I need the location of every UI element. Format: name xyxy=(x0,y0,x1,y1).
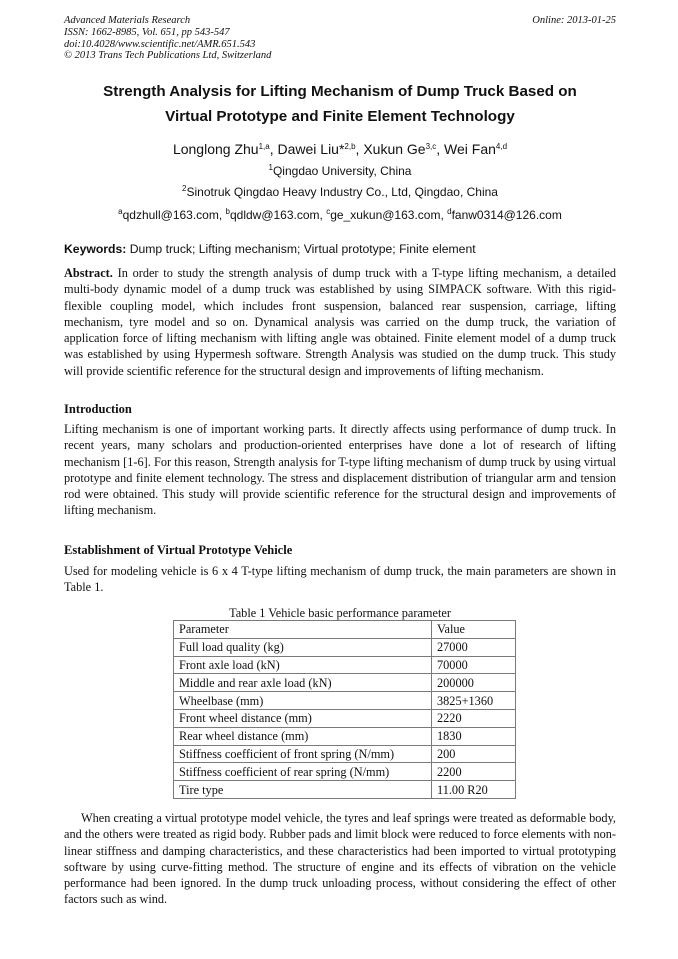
parameter-cell: Middle and rear axle load (kN) xyxy=(174,674,432,692)
value-cell: 200000 xyxy=(432,674,516,692)
title-line-2: Virtual Prototype and Finite Element Technology xyxy=(165,108,515,125)
value-cell: 3825+1360 xyxy=(432,692,516,710)
table-header-cell: Parameter xyxy=(174,621,432,639)
table-caption: Table 1 Vehicle basic performance parameter xyxy=(229,606,451,620)
introduction-paragraph: Lifting mechanism is one of important working parts. It directly affects using performance of dump truck. In recent years, many scholars and production-oriented enterprises have done a lot of research of lifting mechanism [1-6]. For this reason, Strength analysis for T-type lifting mechanism of dump truck by using virtual prototype and finite element technology. The stress and displacement distribution of triangular arm and tension rod were obtained. This study will provide scientific reference for the structural design and improvements of lifting mechanism. xyxy=(64,422,616,518)
keywords-label: Keywords: xyxy=(64,242,127,256)
parameter-cell: Stiffness coefficient of rear spring (N/mm) xyxy=(174,763,432,781)
online-date: Online: 2013-01-25 xyxy=(532,15,616,26)
value-cell: 1830 xyxy=(432,727,516,745)
value-cell: 200 xyxy=(432,745,516,763)
affiliation-2: $^2$Sinotruk Qingdao Heavy Industry Co., Ltd, Qingdao, China xyxy=(182,184,498,199)
email[interactable]: $^d$fanw0314@126.com xyxy=(447,207,562,222)
parameter-cell: Full load quality (kg) xyxy=(174,638,432,656)
author: Dawei Liu*$^{2,b}$ xyxy=(277,141,356,157)
table-row xyxy=(174,781,516,799)
parameter-cell: Stiffness coefficient of front spring (N/mm) xyxy=(174,745,432,763)
abstract-label: Abstract. xyxy=(64,266,113,280)
journal-header xyxy=(64,15,616,62)
keywords xyxy=(64,241,616,257)
section-heading-establishment: Establishment of Virtual Prototype Vehicle xyxy=(64,543,293,557)
email[interactable]: $^c$ge_xukun@163.com xyxy=(326,207,441,222)
author: Wei Fan$^{4,d}$ xyxy=(444,141,508,157)
abstract-text: In order to study the strength analysis of dump truck with a T-type lifting mechanism, a detailed multi-body dynamic model of a dump truck was established by using SIMPACK software. With this rigid-flexible coupling model, which includes front suspension, balanced rear suspension, carriage, lifting mechanism, tyre model and so on. Dynamical analysis was carried on the dump truck, the variation of application force of lifting mechanism with lifting angle was obtained. Finite element model of a dump truck was established by using Hypermesh software. Strength Analysis was studied on the dump truck. This study will provide scientific reference for the structural design and improvements of lifting mechanism. xyxy=(64,266,616,378)
parameter-cell: Front axle load (kN) xyxy=(174,656,432,674)
email-list: $^a$qdzhull@163.com, $^b$qdldw@163.com, $^c$ge_xukun@163.com, $^d$fanw0314@126.com xyxy=(118,207,562,222)
closing-paragraph: When creating a virtual prototype model vehicle, the tyres and leaf springs were treated as deformable body, and the others were treated as rigid body. Rubber pads and limit block were reduced to force elements with non-linear stiffness and damping characteristics, and these characteristics had been imported to virtual prototyping software by using curve-fitting method. The structure of engine and its effects of vibration on the vehicle performance had been ignored. In the dump truck unloading process, without considering the effect of other factors such as wind. xyxy=(64,811,616,907)
table-row xyxy=(174,709,516,727)
table-header-cell: Value xyxy=(432,621,516,639)
table-header-row xyxy=(174,621,516,639)
author: Longlong Zhu$^{1,a}$ xyxy=(172,141,270,157)
table-row xyxy=(174,674,516,692)
table-row xyxy=(174,727,516,745)
table-row xyxy=(174,638,516,656)
parameter-cell: Front wheel distance (mm) xyxy=(174,709,432,727)
affiliation-1: $^1$Qingdao University, China xyxy=(268,163,412,178)
author-list: Longlong Zhu$^{1,a}$, Dawei Liu*$^{2,b}$, Xukun Ge$^{3,c}$, Wei Fan$^{4,d}$ xyxy=(172,141,508,157)
table-row xyxy=(174,745,516,763)
title-line-1: Strength Analysis for Lifting Mechanism of Dump Truck Based on xyxy=(103,83,577,100)
parameter-table xyxy=(173,620,516,799)
table-row xyxy=(174,692,516,710)
parameter-cell: Wheelbase (mm) xyxy=(174,692,432,710)
value-cell: 2200 xyxy=(432,763,516,781)
journal-name: Advanced Materials Research xyxy=(64,15,191,26)
parameter-cell: Tire type xyxy=(174,781,432,799)
section-heading-introduction: Introduction xyxy=(64,402,132,416)
author: Xukun Ge$^{3,c}$ xyxy=(363,141,437,157)
abstract-paragraph xyxy=(64,265,616,379)
copyright-line: © 2013 Trans Tech Publications Ltd, Switzerland xyxy=(64,50,272,62)
table-row xyxy=(174,656,516,674)
value-cell: 70000 xyxy=(432,656,516,674)
paper-title xyxy=(64,79,616,129)
establishment-paragraph: Used for modeling vehicle is 6 x 4 T-type lifting mechanism of dump truck, the main parameters are shown in Table 1. xyxy=(64,564,616,595)
value-cell: 2220 xyxy=(432,709,516,727)
email[interactable]: $^a$qdzhull@163.com xyxy=(118,207,219,222)
parameter-cell: Rear wheel distance (mm) xyxy=(174,727,432,745)
email[interactable]: $^b$qdldw@163.com xyxy=(225,207,320,222)
table-row xyxy=(174,763,516,781)
value-cell: 27000 xyxy=(432,638,516,656)
issn-line: ISSN: 1662-8985, Vol. 651, pp 543-547 xyxy=(64,26,230,38)
doi-line: doi:10.4028/www.scientific.net/AMR.651.543 xyxy=(64,38,256,50)
value-cell: 11.00 R20 xyxy=(432,781,516,799)
keywords-text: Dump truck; Lifting mechanism; Virtual prototype; Finite element xyxy=(129,242,476,256)
